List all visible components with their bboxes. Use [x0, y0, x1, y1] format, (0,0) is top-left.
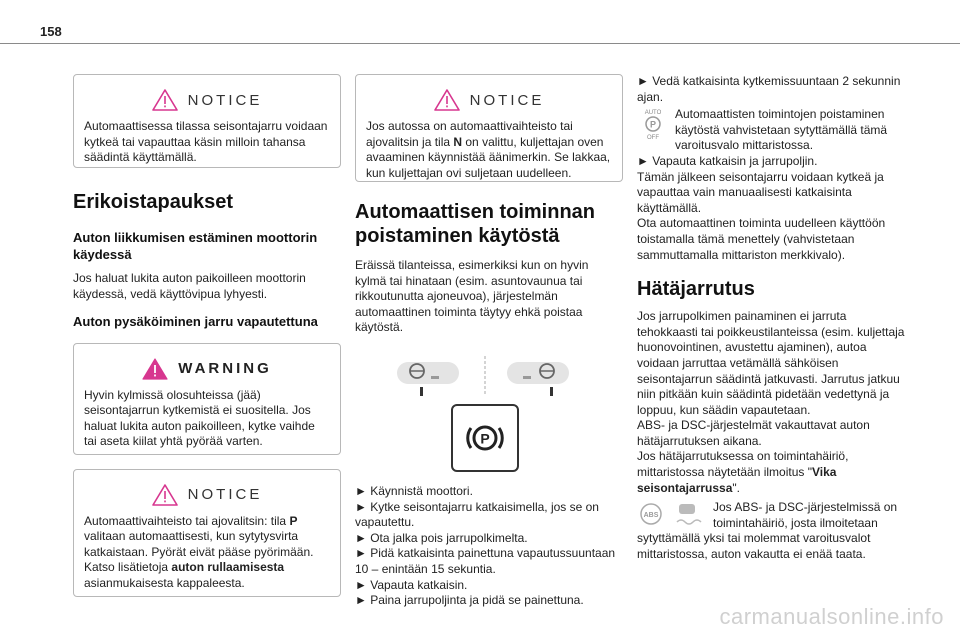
- steering-wheel-illustration: [395, 354, 575, 398]
- notice-triangle-icon: [434, 89, 460, 111]
- watermark: carmanualsonline.info: [719, 604, 944, 629]
- notice-title: NOTICE: [187, 486, 263, 504]
- section-heading: Erikoistapaukset: [73, 191, 234, 213]
- page-number: 158: [40, 24, 62, 39]
- warning-triangle-icon: [142, 358, 168, 380]
- paragraph: Jos haluat lukita auton paikoilleen moottorin käydessä, vedä käyttövipua lyhyesti.: [73, 271, 306, 301]
- paragraph: Ota automaattinen toiminta uudelleen käyttöön toistamalla tämä menettely (vahvistetaan sammuttamalla mittariston merkkivalo).: [637, 216, 886, 262]
- notice-text: Automaattisessa tilassa seisontajarru voidaan kytkeä tai vapauttaa käsin milloin tahansa säädintä käyttämällä.: [84, 119, 328, 165]
- warning-title: WARNING: [178, 360, 272, 378]
- steps-list: [355, 484, 623, 609]
- auto-off-warning-icon: [637, 107, 669, 141]
- paragraph: Jos ABS- ja DSC-järjestelmissä on toimintahäiriö, josta ilmoitetaan sytyttämällä yksi tai molemmat varoitusvalot mittaristossa, auton vakautta ei enää taata.: [637, 500, 898, 562]
- subheading: Auton pysäköiminen jarru vapautettuna: [73, 314, 318, 330]
- warning-box: [73, 343, 341, 455]
- step: ► Paina jarrupoljinta ja pidä se painettuna.: [355, 593, 584, 608]
- step: ► Ota jalka pois jarrupolkimelta.: [355, 530, 528, 545]
- notice-box: [355, 74, 623, 182]
- paragraph: Jos hätäjarrutuksessa on toimintahäiriö, mittaristossa näytetään ilmoitus "Vika seisontajarrussa".: [637, 449, 849, 495]
- parking-brake-switch-icon: [451, 404, 519, 472]
- step: ► Kytke seisontajarru katkaisimella, jos se on vapautettu.: [355, 499, 599, 530]
- notice-text: Automaattivaihteisto tai ajovalitsin: tila P valitaan automaattisesti, kun sytytysvirta katkaistaan. Pyörät eivät pääse pyörimään. Katso lisätietoja auton rullaamisesta asianmukaisesta kappaleesta.: [84, 513, 314, 591]
- notice-text: Jos autossa on automaattivaihteisto tai ajovalitsin ja tila N on valittu, kuljettajan oven avaaminen käynnistää äänimerkin. Se lakkaa, kun kuljettajan ovi suljetaan uudelleen.: [366, 119, 611, 180]
- notice-box: [73, 469, 341, 597]
- column-2: [355, 74, 623, 609]
- notice-title: NOTICE: [469, 91, 545, 109]
- section-heading: Automaattisen toiminnan poistaminen käytöstä: [355, 201, 596, 247]
- abs-dsc-warning-icons: [637, 500, 707, 528]
- svg-text:OFF: OFF: [647, 135, 659, 142]
- notice-triangle-icon: [152, 89, 178, 111]
- svg-text:P: P: [649, 119, 657, 130]
- header-divider: [0, 43, 960, 44]
- subheading: Auton liikkumisen estäminen moottorin käydessä: [73, 230, 318, 262]
- notice-title: NOTICE: [187, 91, 263, 109]
- notice-box: [73, 74, 341, 168]
- warning-text: Hyvin kylmissä olosuhteissa (jää) seisontajarrun kytkemistä ei suositella. Jos haluat lukita auton paikoilleen, kytke vaihde tai aseta kiilat yhtä pyörää varten.: [84, 387, 315, 449]
- paragraph: ABS- ja DSC-järjestelmät vakauttavat auton hätäjarrutuksen aikana.: [637, 418, 870, 448]
- step: ► Pidä katkaisinta painettuna vapautussuuntaan 10 – enintään 15 sekuntia.: [355, 546, 616, 576]
- svg-text:P: P: [480, 430, 490, 447]
- column-1: [73, 74, 341, 597]
- paragraph: ► Vedä katkaisinta kytkemissuuntaan 2 sekunnin ajan.: [637, 74, 901, 104]
- paragraph: Jos jarrupolkimen painaminen ei jarruta tehokkaasti tai poikkeustilanteissa (esim. kuljettaja huonovointinen, avustettu ajaminen), autoa voidaan jarruttaa vetämällä sähköisen seisontajarrun säädintä jatkuvasti. Jarrutus jatkuu niin pitkään kuin säädintä pidetään vedettynä ja loppuu, kun säädin vapautetaan.: [637, 309, 905, 417]
- step: ► Vapauta katkaisin.: [355, 577, 468, 592]
- paragraph: Eräissä tilanteissa, esimerkiksi kun on hyvin kylmä tai hinataan (esim. asuntovaunua tai rikkoutunutta ajoneuvoa), järjestelmän automaattinen toiminta täytyy ehkä poistaa käytöstä.: [355, 258, 589, 335]
- column-3: [637, 74, 905, 563]
- paragraph: ► Vapauta katkaisin ja jarrupoljin.: [637, 153, 818, 168]
- section-heading: Hätäjarrutus: [637, 278, 755, 301]
- svg-text:AUTO: AUTO: [644, 110, 662, 117]
- svg-text:ABS: ABS: [643, 512, 659, 520]
- notice-triangle-icon: [152, 484, 178, 506]
- paragraph: Automaattisten toimintojen poistaminen käytöstä vahvistetaan sytyttämällä tämä varoitusvalo mittaristossa.: [675, 107, 888, 153]
- step: ► Käynnistä moottori.: [355, 483, 473, 498]
- paragraph: Tämän jälkeen seisontajarru voidaan kytkeä ja vapauttaa vain manuaalisesti katkaisinta käyttämällä.: [637, 169, 884, 215]
